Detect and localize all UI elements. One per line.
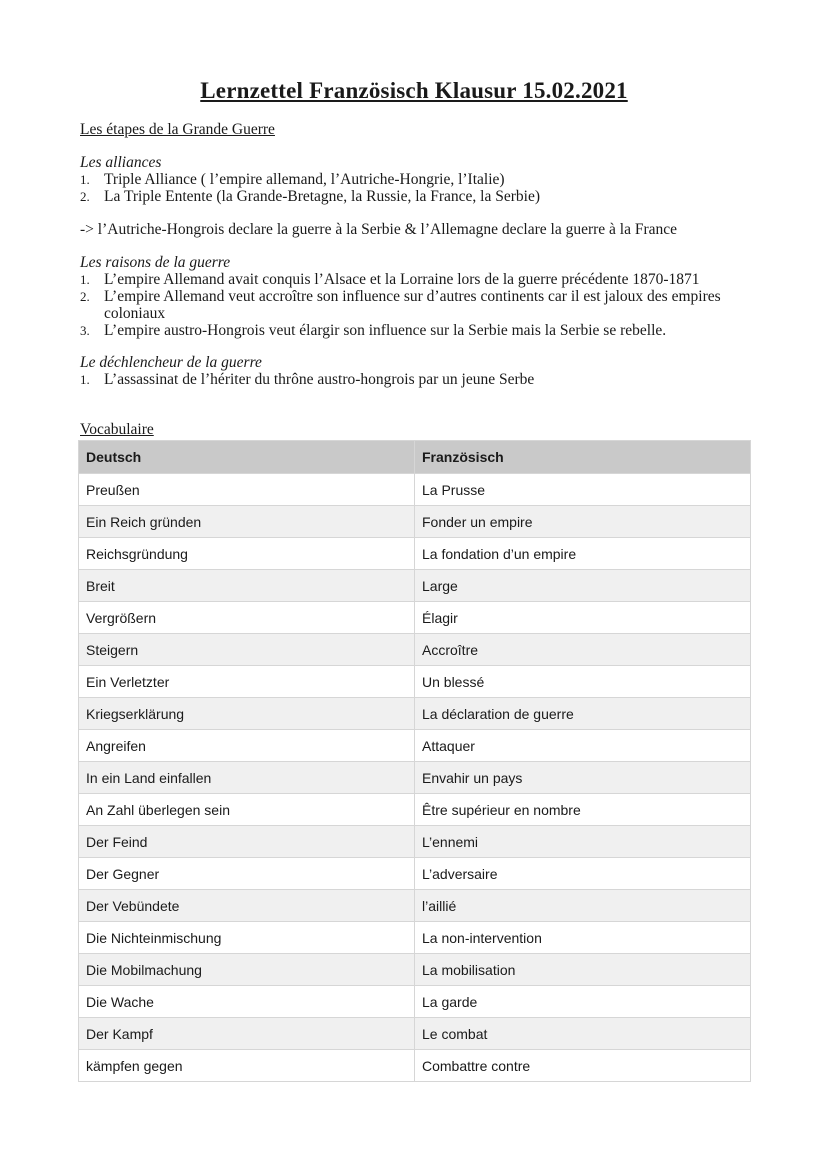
cell-franzoesisch: Attaquer [415,730,751,762]
cell-deutsch: Breit [79,570,415,602]
cell-deutsch: Vergrößern [79,602,415,634]
cell-deutsch: An Zahl überlegen sein [79,794,415,826]
list-text: La Triple Entente (la Grande-Bretagne, la Russie, la France, la Serbie) [104,188,541,205]
cell-deutsch: Ein Verletzter [79,666,415,698]
trigger-list [80,371,752,388]
list-number: 3. [80,323,90,338]
cell-franzoesisch: Envahir un pays [415,762,751,794]
cell-deutsch: Der Kampf [79,1018,415,1050]
cell-franzoesisch: Élagir [415,602,751,634]
cell-franzoesisch: Combattre contre [415,1050,751,1082]
list-text: L’empire Allemand avait conquis l’Alsace et la Lorraine lors de la guerre précédente 1870-1871 [104,271,700,288]
cell-deutsch: Ein Reich gründen [79,506,415,538]
cell-deutsch: kämpfen gegen [79,1050,415,1082]
table-row [79,698,751,730]
table-row [79,474,751,506]
list-number: 2. [80,289,90,304]
cell-deutsch: Der Vebündete [79,890,415,922]
list-number: 1. [80,272,90,287]
cell-franzoesisch: Être supérieur en nombre [415,794,751,826]
list-number: 1. [80,372,90,387]
list-item [80,371,752,388]
cell-deutsch: In ein Land einfallen [79,762,415,794]
table-row [79,538,751,570]
column-header-deutsch: Deutsch [79,441,415,474]
table-row [79,762,751,794]
list-text: L’empire austro-Hongrois veut élargir son influence sur la Serbie mais la Serbie se rebelle. [104,322,667,339]
table-row [79,954,751,986]
cell-deutsch: Die Mobilmachung [79,954,415,986]
list-number: 2. [80,189,90,204]
cell-deutsch: Angreifen [79,730,415,762]
table-row [79,1018,751,1050]
cell-franzoesisch: La fondation d’un empire [415,538,751,570]
cell-franzoesisch: L’adversaire [415,858,751,890]
vocabulary-table-body [79,474,751,1082]
table-row [79,922,751,954]
table-row [79,890,751,922]
cell-franzoesisch: Accroître [415,634,751,666]
list-text: Triple Alliance ( l’empire allemand, l’Autriche-Hongrie, l’Italie) [104,171,505,188]
cell-franzoesisch: Le combat [415,1018,751,1050]
column-header-franzoesisch: Französisch [415,441,751,474]
reasons-list [80,271,752,339]
alliances-list [80,171,752,205]
list-item [80,271,752,288]
table-row [79,570,751,602]
reasons-label: Les raisons de la guerre [80,254,231,271]
list-text: L’assassinat de l’hériter du thrône austro-hongrois par un jeune Serbe [104,371,535,388]
cell-franzoesisch: L’ennemi [415,826,751,858]
cell-franzoesisch: Large [415,570,751,602]
table-header-row [79,441,751,474]
cell-deutsch: Die Nichteinmischung [79,922,415,954]
cell-deutsch: Die Wache [79,986,415,1018]
table-row [79,666,751,698]
cell-franzoesisch: La mobilisation [415,954,751,986]
cell-franzoesisch: La déclaration de guerre [415,698,751,730]
list-text: L’empire Allemand veut accroître son influence sur d’autres continents car il est jaloux des empires coloniaux [104,288,721,322]
table-row [79,794,751,826]
cell-franzoesisch: La garde [415,986,751,1018]
list-item [80,188,752,205]
table-row [79,730,751,762]
table-row [79,826,751,858]
list-item [80,322,752,339]
cell-deutsch: Der Feind [79,826,415,858]
table-row [79,858,751,890]
trigger-label: Le déchlencheur de la guerre [80,354,262,371]
cell-deutsch: Kriegserklärung [79,698,415,730]
cell-franzoesisch: La Prusse [415,474,751,506]
cell-franzoesisch: Fonder un empire [415,506,751,538]
table-row [79,634,751,666]
cell-franzoesisch: l’aillié [415,890,751,922]
alliances-label: Les alliances [80,154,162,171]
cell-franzoesisch: Un blessé [415,666,751,698]
document-title: Lernzettel Französisch Klausur 15.02.2021 [200,78,628,103]
table-row [79,602,751,634]
vocabulary-table [78,440,751,1082]
list-item [80,171,752,188]
cell-franzoesisch: La non-intervention [415,922,751,954]
vocabulary-heading: Vocabulaire [80,421,154,438]
table-row [79,1050,751,1082]
table-row [79,506,751,538]
cell-deutsch: Der Gegner [79,858,415,890]
cell-deutsch: Reichsgründung [79,538,415,570]
consequence-line: -> l’Autriche-Hongrois declare la guerre à la Serbie & l’Allemagne declare la guerre à la France [80,221,678,238]
cell-deutsch: Steigern [79,634,415,666]
list-number: 1. [80,172,90,187]
list-item [80,288,752,322]
table-row [79,986,751,1018]
section-heading: Les étapes de la Grande Guerre [80,121,275,138]
cell-deutsch: Preußen [79,474,415,506]
